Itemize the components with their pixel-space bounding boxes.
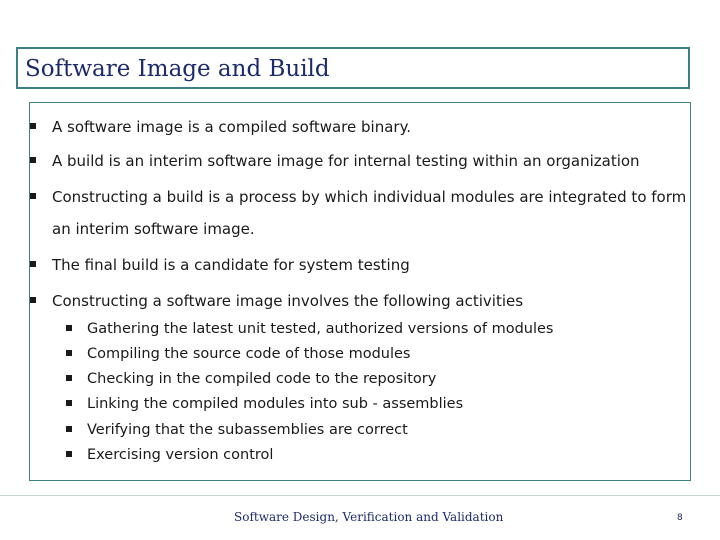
bullet-marker-icon (66, 325, 72, 331)
bullet-marker-icon (66, 375, 72, 381)
bullet-text: The final build is a candidate for system testing (52, 256, 410, 274)
bullet-marker-icon (66, 451, 72, 457)
bullet-text-continued: an interim software image. (52, 220, 255, 238)
sub-bullet-text: Exercising version control (87, 447, 274, 463)
bullet-text: A software image is a compiled software binary. (52, 118, 412, 136)
footer-text: Software Design, Verification and Validation (234, 510, 504, 524)
bullet-marker-icon (66, 400, 72, 406)
sub-bullet-text: Verifying that the subassemblies are correct (87, 422, 408, 438)
sub-bullet-text: Compiling the source code of those modules (87, 346, 411, 362)
bullet-text: A build is an interim software image for internal testing within an organization (52, 152, 640, 170)
sub-bullet-text: Linking the compiled modules into sub - assemblies (87, 396, 464, 412)
bullet-marker-icon (30, 123, 36, 129)
bullet-text: Constructing a software image involves the following activities (52, 292, 524, 310)
bullet-marker-icon (30, 157, 36, 163)
sub-bullet-text: Gathering the latest unit tested, authorized versions of modules (87, 321, 554, 337)
page-number: 8 (677, 513, 683, 523)
bullet-marker-icon (30, 261, 36, 267)
title-box (16, 47, 690, 89)
bullet-marker-icon (66, 350, 72, 356)
footer-divider (0, 495, 720, 496)
bullet-marker-icon (66, 426, 72, 432)
sub-bullet-text: Checking in the compiled code to the repository (87, 371, 437, 387)
bullet-marker-icon (30, 297, 36, 303)
bullet-marker-icon (30, 193, 36, 199)
bullet-text: Constructing a build is a process by which individual modules are integrated to form (52, 188, 687, 206)
slide-title: Software Image and Build (25, 56, 330, 82)
